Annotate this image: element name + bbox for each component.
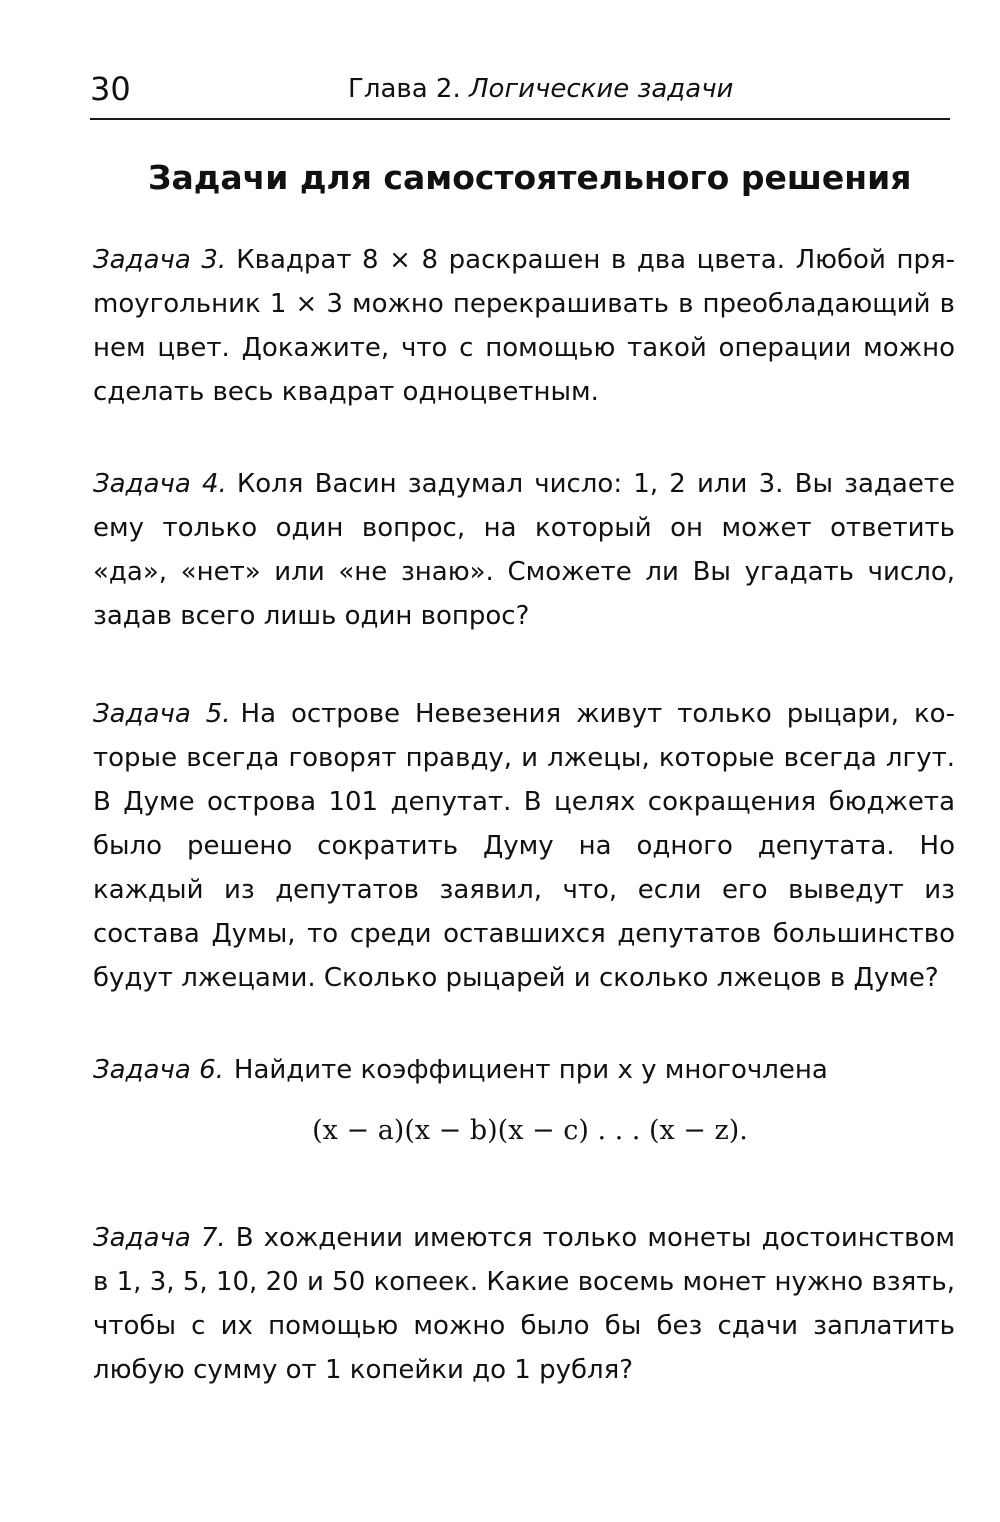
- problem-text: В хождении имеются только монеты достоинством в 1, 3, 5, 10, 20 и 50 копеек. Какие восемь монет нужно взять, чтобы с их помощью можно было бы без сдачи заплатить любую сумму от 1 копейки до 1 рубля?: [93, 1223, 955, 1385]
- problem-7: [93, 1216, 955, 1392]
- page-number: 30: [90, 70, 131, 108]
- problem-6: [93, 1048, 955, 1092]
- chapter-prefix: Глава 2.: [348, 74, 461, 104]
- problem-5: [93, 692, 955, 1000]
- problem-text: Коля Васин задумал число: 1, 2 или 3. Вы задаете ему только один вопрос, на который он может ответить «да», «нет» или «не знаю». Сможете ли Вы угадать число, задав всего лишь один вопрос?: [93, 469, 955, 631]
- polynomial-formula: (x − a)(x − b)(x − c) . . . (x − z).: [312, 1115, 748, 1146]
- chapter-heading: [348, 74, 733, 104]
- chapter-title: Логические задачи: [469, 74, 734, 104]
- problem-text: Найдите коэффициент при x у многочлена: [233, 1055, 828, 1085]
- running-head: [90, 62, 950, 120]
- problem-label: Задача 3.: [93, 245, 227, 275]
- problem-4: [93, 462, 955, 638]
- problem-label: Задача 7.: [93, 1223, 226, 1253]
- section-title: Задачи для самостоятельного решения: [148, 158, 912, 197]
- problem-text: На острове Невезения живут только рыцари, которые всегда говорят правду, и лжецы, которые всегда лгут. В Думе острова 101 депутат. В целях сокращения бюджета было решено сократить Думу на одного депутата. Но каждый из депутатов заявил, что, если его выведут из состава Думы, то среди оставшихся депутатов большинство будут лжецами. Сколько рыцарей и сколько лжецов в Думе?: [93, 699, 955, 993]
- problem-label: Задача 5.: [93, 699, 231, 729]
- problem-label: Задача 4.: [93, 469, 227, 499]
- problem-text: Квадрат 8 × 8 раскрашен в два цвета. Любой пряmоугольник 1 × 3 можно перекрашивать в преобладающий в нем цвет. Докажите, что с помощью такой операции можно сделать весь квадрат одноцветным.: [93, 245, 955, 407]
- problem-3: [93, 238, 955, 414]
- problem-label: Задача 6.: [93, 1055, 224, 1085]
